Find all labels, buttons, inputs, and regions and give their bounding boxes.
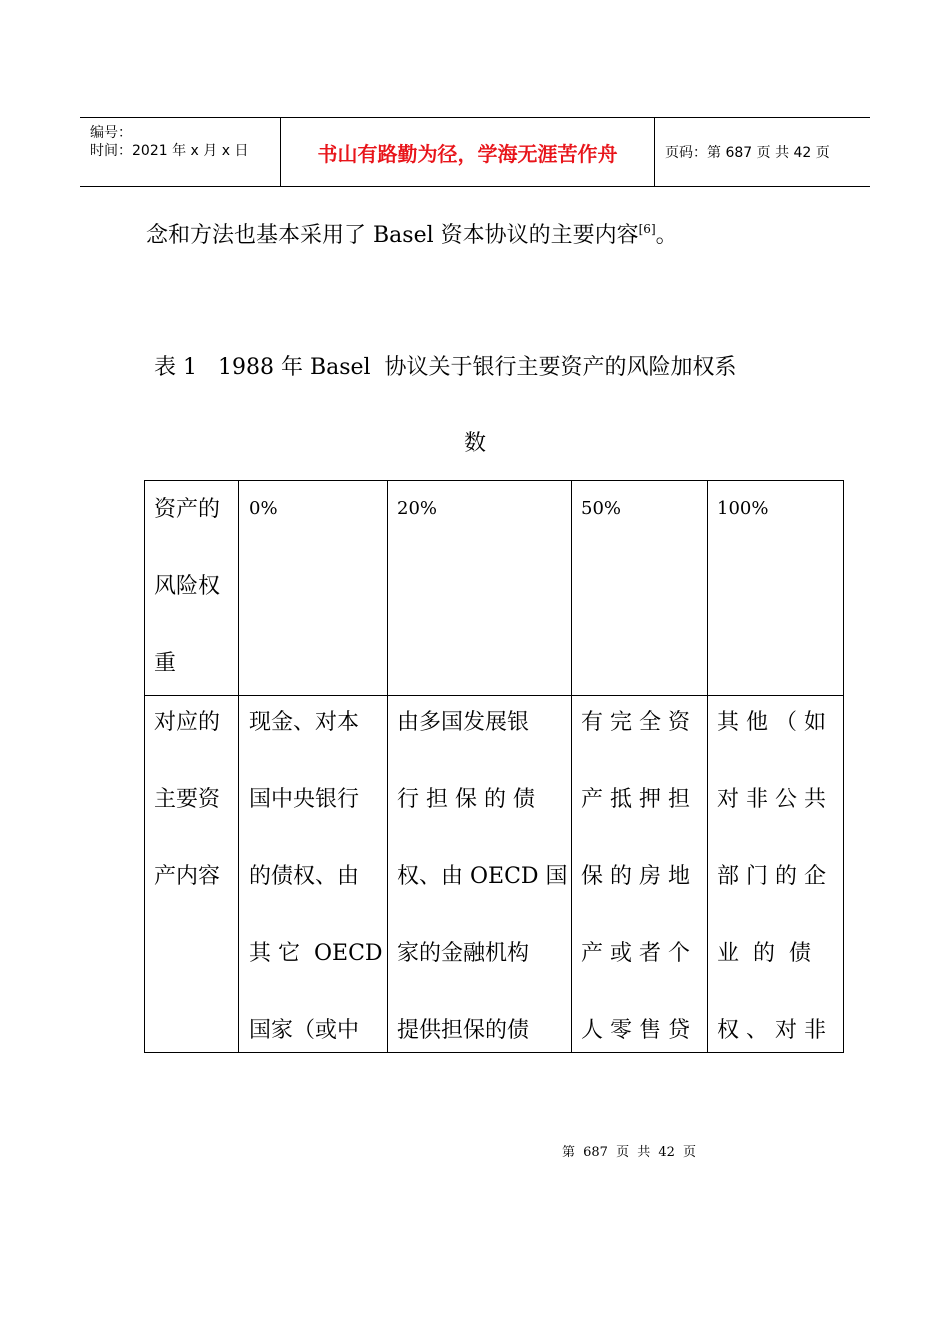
number-label: 编号： [90, 125, 132, 141]
header-cell-label [154, 471, 220, 702]
citation-ref: [6] [638, 222, 656, 236]
header-label-line: 风险权 [154, 574, 221, 599]
cell-line: 有 完 全 资 [581, 710, 690, 735]
cell-line: 业 的 债 [717, 941, 811, 966]
cell-line: 的债权、由 [249, 864, 360, 889]
cell-line: 提供担保的债 [397, 1018, 530, 1043]
row-label-line: 对应的 [154, 710, 221, 735]
assets-100-percent [717, 684, 839, 1069]
risk-weight-table [144, 480, 844, 1053]
weight-20: 20% [397, 498, 438, 519]
cell-line: 对 非 公 共 [717, 787, 826, 812]
assets-0-percent [249, 684, 381, 1069]
cell-line: 保 的 房 地 [581, 864, 690, 889]
row-label-cell [154, 684, 220, 915]
row-label-line: 产内容 [154, 864, 221, 889]
assets-20-percent [397, 684, 568, 1069]
cell-line: 行 担 保 的 债 [397, 787, 535, 812]
body-text: 念和方法也基本采用了 Basel 资本协议的主要内容 [146, 223, 639, 248]
header-label-line: 资产的 [154, 497, 221, 522]
body-text-end: 。 [655, 223, 678, 248]
time-label: 时间：2021 年 x 月 x 日 [90, 143, 249, 159]
cell-line: 产 抵 押 担 [581, 787, 690, 812]
cell-line: 权、由 OECD 国 [397, 864, 568, 889]
header-label-line: 重 [154, 651, 177, 676]
cell-line: 人 零 售 贷 [581, 1018, 690, 1043]
body-paragraph [146, 218, 678, 249]
page-footer: 第 687 页 共 42 页 [562, 1145, 697, 1160]
weight-100: 100% [717, 498, 769, 519]
cell-line: 部 门 的 企 [717, 864, 826, 889]
cell-line: 国家（或中 [249, 1018, 360, 1043]
weight-0: 0% [249, 498, 278, 519]
row-label-line: 主要资 [154, 787, 221, 812]
cell-line: 国中央银行 [249, 787, 360, 812]
weight-50: 50% [581, 498, 622, 519]
cell-line: 权 、 对 非 [717, 1018, 826, 1043]
table-caption-continued: 数 [464, 431, 487, 456]
document-header [80, 117, 870, 187]
assets-50-percent [581, 684, 701, 1069]
motto: 书山有路勤为径，学海无涯苦作舟 [281, 118, 655, 186]
cell-line: 其 他 （ 如 [717, 710, 826, 735]
cell-line: 由多国发展银 [397, 710, 530, 735]
cell-line: 其 它 OECD [249, 941, 383, 966]
page-info: 页码：第 687 页 共 42 页 [665, 145, 830, 161]
header-meta [80, 118, 281, 186]
table-caption: 表 1 1988 年 Basel 协议关于银行主要资产的风险加权系 [154, 355, 737, 380]
cell-line: 家的金融机构 [397, 941, 530, 966]
cell-line: 产 或 者 个 [581, 941, 690, 966]
cell-line: 现金、对本 [249, 710, 360, 735]
